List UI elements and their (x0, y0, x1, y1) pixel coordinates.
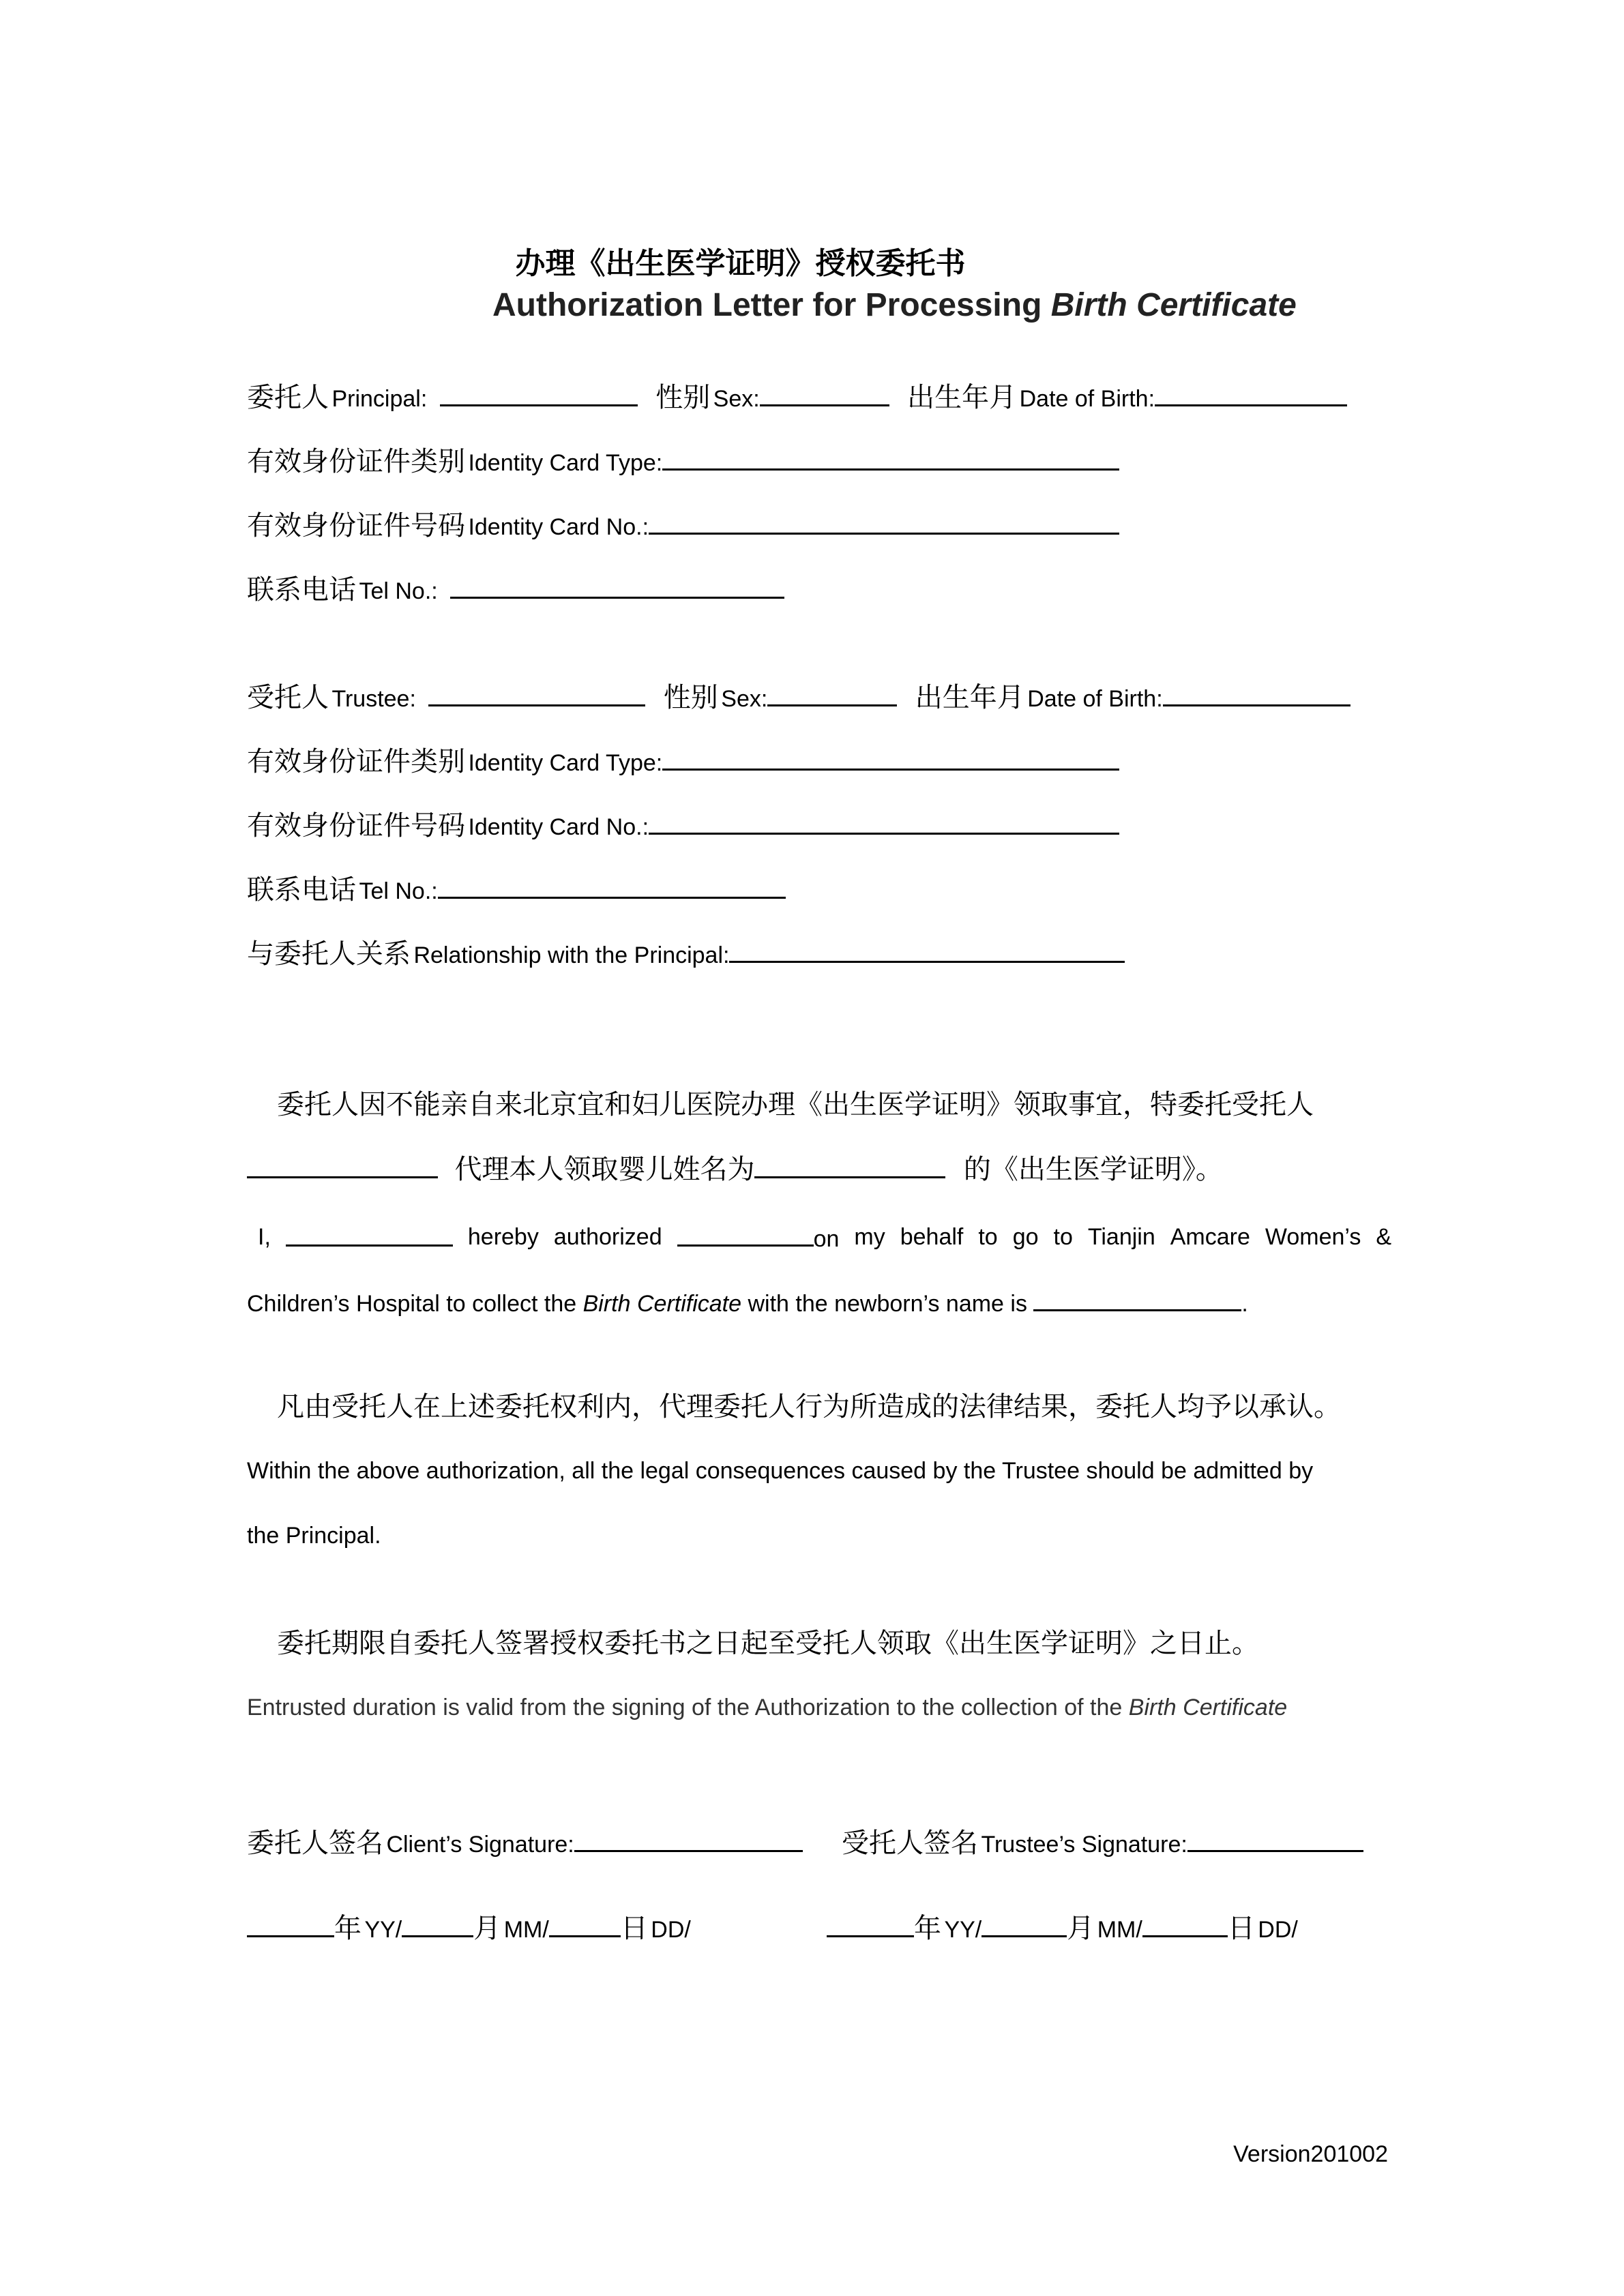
paragraph1-cn-line2: 代理本人领取婴儿姓名为 的《出生医学证明》。 (247, 1156, 1223, 1183)
trustee-relationship-row: 与委托人关系 Relationship with the Principal: (247, 940, 1125, 968)
trustee-id-type-field[interactable] (662, 748, 1119, 771)
trustee-month-field[interactable] (981, 1915, 1067, 1937)
principal-sex-field[interactable] (760, 384, 889, 406)
trustee-name-inline-field[interactable] (247, 1156, 438, 1178)
principal-id-type-row: 有效身份证件类别 Identity Card Type: (247, 448, 1119, 475)
paragraph1-en-line2: Children’s Hospital to collect the Birth Certificate with the newborn’s name is . (247, 1289, 1248, 1315)
paragraph2-cn: 凡由受托人在上述委托权利内，代理委托人行为所造成的法律结果，委托人均予以承认。 (277, 1391, 1341, 1422)
principal-tel-field[interactable] (450, 576, 784, 599)
principal-tel-row: 联系电话 Tel No.: (247, 576, 784, 603)
client-month-field[interactable] (402, 1915, 473, 1937)
paragraph1-en-line1: I, hereby authorized on my behalf to go to Tianjin Amcare Women’s & (258, 1224, 1391, 1252)
trustee-tel-row: 联系电话 Tel No.: (247, 876, 786, 904)
paragraph2-en-line1: Within the above authorization, all the legal consequences caused by the Trustee should be admitted by (247, 1458, 1314, 1484)
newborn-name-field-cn[interactable] (754, 1156, 945, 1178)
client-year-field[interactable] (247, 1915, 334, 1937)
client-signature-field[interactable] (574, 1830, 803, 1852)
principal-row: 委托人 Principal: 性别 Sex: 出生年月 Date of Birth: (247, 384, 1347, 411)
paragraph2-en-line2: the Principal. (247, 1523, 381, 1549)
trustee-signature-row: 受托人签名 Trustee’s Signature: (842, 1830, 1363, 1857)
paragraph3-cn: 委托期限自委托人签署授权委托书之日起至受托人领取《出生医学证明》之日止。 (277, 1628, 1259, 1659)
trustee-dob-field[interactable] (1163, 684, 1350, 706)
version-label: Version201002 (1233, 2141, 1388, 2167)
paragraph1-cn-line1: 委托人因不能亲自来北京宜和妇儿医院办理《出生医学证明》领取事宜，特委托受托人 (277, 1089, 1314, 1120)
trustee-signature-field[interactable] (1187, 1830, 1363, 1852)
principal-id-no-field[interactable] (649, 512, 1119, 535)
trustee-name-field[interactable] (428, 684, 645, 706)
principal-id-type-field[interactable] (662, 448, 1119, 471)
trustee-day-field[interactable] (1142, 1915, 1228, 1937)
trustee-date-row: 年 YY/ 月 MM/ 日 DD/ (827, 1915, 1298, 1942)
trustee-relationship-field[interactable] (729, 940, 1125, 963)
trustee-sex-field[interactable] (767, 684, 897, 706)
paragraph3-en: Entrusted duration is valid from the signing of the Authorization to the collection of the Birth Certificate (247, 1695, 1288, 1720)
trustee-id-no-field[interactable] (649, 812, 1119, 835)
title-english: Authorization Letter for Processing Birth Certificate (492, 287, 1297, 323)
trustee-year-field[interactable] (827, 1915, 914, 1937)
trustee-name-en-field[interactable] (677, 1224, 814, 1247)
newborn-name-field-en[interactable] (1033, 1289, 1241, 1311)
client-signature-row: 委托人签名 Client’s Signature: (247, 1830, 803, 1857)
principal-id-no-row: 有效身份证件号码 Identity Card No.: (247, 512, 1119, 539)
trustee-row: 受托人 Trustee: 性别 Sex: 出生年月 Date of Birth: (247, 684, 1350, 711)
principal-dob-field[interactable] (1155, 384, 1347, 406)
principal-name-field[interactable] (440, 384, 638, 406)
title-chinese: 办理《出生医学证明》授权委托书 (515, 246, 966, 281)
principal-name-en-field[interactable] (286, 1224, 453, 1247)
trustee-id-no-row: 有效身份证件号码 Identity Card No.: (247, 812, 1119, 839)
client-date-row: 年 YY/ 月 MM/ 日 DD/ (247, 1915, 691, 1942)
client-day-field[interactable] (549, 1915, 621, 1937)
trustee-id-type-row: 有效身份证件类别 Identity Card Type: (247, 748, 1119, 775)
trustee-tel-field[interactable] (438, 876, 786, 899)
